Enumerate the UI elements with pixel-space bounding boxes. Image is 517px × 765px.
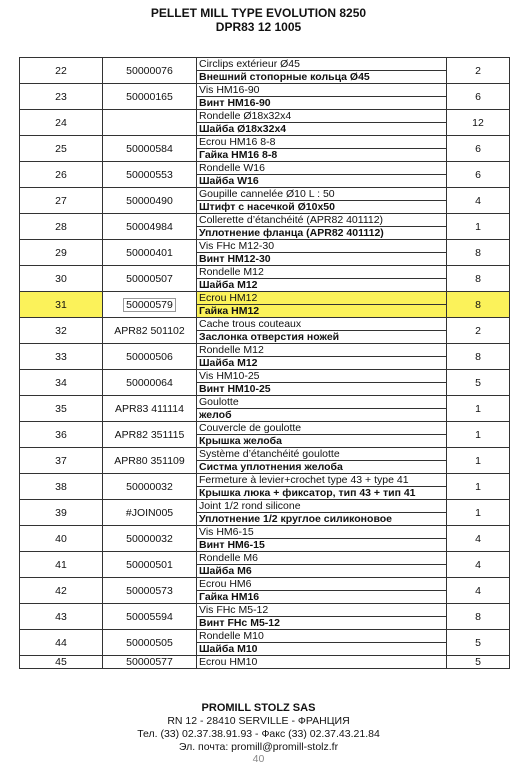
part-code <box>103 84 197 110</box>
item-number: 43 <box>20 604 103 630</box>
table-row <box>20 84 510 97</box>
part-code <box>103 344 197 370</box>
part-code-text: 50000490 <box>126 194 173 207</box>
item-number: 41 <box>20 552 103 578</box>
description-fr: Vis FHc M12-30 <box>197 240 447 253</box>
table-row <box>20 188 510 201</box>
table-row <box>20 422 510 435</box>
quantity: 12 <box>447 110 510 136</box>
table-row <box>20 344 510 357</box>
description-fr: Rondelle M6 <box>197 552 447 565</box>
part-code <box>103 266 197 292</box>
table-row <box>20 214 510 227</box>
description-fr: Cache trous couteaux <box>197 318 447 331</box>
item-number: 30 <box>20 266 103 292</box>
part-code <box>103 162 197 188</box>
part-code-text: #JOIN005 <box>125 506 174 519</box>
description-ru: Уплотнение фланца (APR82 401112) <box>197 227 447 240</box>
parts-table <box>19 57 510 669</box>
quantity: 5 <box>447 370 510 396</box>
quantity: 2 <box>447 318 510 344</box>
description-ru: Крышка желоба <box>197 435 447 448</box>
footer-address: RN 12 - 28410 SERVILLE - ФРАНЦИЯ <box>167 715 350 727</box>
page-number: 40 <box>252 753 265 765</box>
part-code-text: APR83 411114 <box>115 402 184 415</box>
part-code <box>103 240 197 266</box>
quantity: 1 <box>447 474 510 500</box>
part-code <box>103 188 197 214</box>
document-subtitle: DPR83 12 1005 <box>215 20 302 34</box>
part-code <box>103 370 197 396</box>
part-code <box>103 214 197 240</box>
description-ru: Винт HM16-90 <box>197 97 447 110</box>
description-fr: Vis HM6-15 <box>197 526 447 539</box>
description-ru: Заслонка отверстия ножей <box>197 331 447 344</box>
part-code-text: 50004984 <box>126 220 173 233</box>
quantity: 8 <box>447 604 510 630</box>
item-number: 24 <box>20 110 103 136</box>
part-code <box>103 500 197 526</box>
item-number: 45 <box>20 656 103 669</box>
item-number: 32 <box>20 318 103 344</box>
part-code-text: 50000501 <box>126 558 173 571</box>
part-code-text: 50000401 <box>126 246 173 259</box>
part-code-text: 50000577 <box>126 656 173 668</box>
quantity: 4 <box>447 188 510 214</box>
quantity: 8 <box>447 240 510 266</box>
table-row <box>20 266 510 279</box>
quantity: 5 <box>447 630 510 656</box>
item-number: 25 <box>20 136 103 162</box>
item-number: 29 <box>20 240 103 266</box>
description-fr: Circlips extérieur Ø45 <box>197 58 447 71</box>
part-code <box>103 604 197 630</box>
description-ru: Гайка HM16 8-8 <box>197 149 447 162</box>
part-code <box>103 396 197 422</box>
part-code <box>103 292 197 318</box>
footer-phone: Тел. (33) 02.37.38.91.93 - Факс (33) 02.37.43.21.84 <box>137 728 380 740</box>
description-ru: Шайба M12 <box>197 357 447 370</box>
description-fr: Ecrou HM12 <box>197 292 447 305</box>
item-number: 39 <box>20 500 103 526</box>
item-number: 38 <box>20 474 103 500</box>
description-fr: Rondelle M10 <box>197 630 447 643</box>
description-ru: Гайка HM12 <box>197 305 447 318</box>
table-row <box>20 370 510 383</box>
description-ru: Шайба M12 <box>197 279 447 292</box>
description-ru: Шайба M6 <box>197 565 447 578</box>
item-number: 33 <box>20 344 103 370</box>
description-ru: Винт HM10-25 <box>197 383 447 396</box>
part-code-text: 50000507 <box>126 272 173 285</box>
part-code-text: 50000032 <box>126 480 173 493</box>
item-number: 26 <box>20 162 103 188</box>
description-fr: Goulotte <box>197 396 447 409</box>
quantity: 1 <box>447 214 510 240</box>
description-fr: Rondelle M12 <box>197 266 447 279</box>
parts-table-body <box>20 58 510 669</box>
description-fr: Couvercle de goulotte <box>197 422 447 435</box>
description-ru: Винт HM12-30 <box>197 253 447 266</box>
table-row <box>20 240 510 253</box>
quantity: 1 <box>447 448 510 474</box>
quantity: 2 <box>447 58 510 84</box>
part-code <box>103 578 197 604</box>
table-row <box>20 110 510 123</box>
quantity: 8 <box>447 292 510 318</box>
description-fr: Rondelle M12 <box>197 344 447 357</box>
part-code-text: 50005594 <box>126 610 173 623</box>
part-code <box>103 318 197 344</box>
quantity: 8 <box>447 344 510 370</box>
part-code <box>103 448 197 474</box>
description-ru: Шайба Ø18x32x4 <box>197 123 447 136</box>
description-ru: Систма уплотнения желоба <box>197 461 447 474</box>
table-row <box>20 448 510 461</box>
part-code-text: 50000032 <box>126 532 173 545</box>
description-fr: Vis FHc M5-12 <box>197 604 447 617</box>
part-code-text: APR80 351109 <box>114 454 185 467</box>
part-code-text: 50000573 <box>126 584 173 597</box>
part-code <box>103 526 197 552</box>
part-code-text: 50000165 <box>126 90 173 103</box>
part-code <box>103 552 197 578</box>
description-ru: Винт FHc M5-12 <box>197 617 447 630</box>
table-row <box>20 162 510 175</box>
quantity: 6 <box>447 162 510 188</box>
document-title: PELLET MILL TYPE EVOLUTION 8250 <box>150 6 367 20</box>
part-code-text: 50000584 <box>126 142 173 155</box>
description-fr: Ecrou HM16 8-8 <box>197 136 447 149</box>
description-fr: Fermeture à levier+crochet type 43 + type 41 <box>197 474 447 487</box>
description-ru: желоб <box>197 409 447 422</box>
item-number: 35 <box>20 396 103 422</box>
quantity: 4 <box>447 526 510 552</box>
table-row <box>20 136 510 149</box>
item-number: 37 <box>20 448 103 474</box>
item-number: 31 <box>20 292 103 318</box>
part-code-text: APR82 351115 <box>114 428 185 441</box>
description-fr: Ecrou HM10 <box>197 656 447 669</box>
description-ru: Штифт с насечкой Ø10x50 <box>197 201 447 214</box>
quantity: 1 <box>447 422 510 448</box>
description-fr: Rondelle W16 <box>197 162 447 175</box>
description-ru: Гайка HM16 <box>197 591 447 604</box>
table-row <box>20 630 510 643</box>
table-row <box>20 58 510 71</box>
quantity: 6 <box>447 136 510 162</box>
part-code <box>103 474 197 500</box>
table-row <box>20 474 510 487</box>
item-number: 36 <box>20 422 103 448</box>
part-code-text: APR82 501102 <box>114 324 185 337</box>
description-fr: Vis HM10-25 <box>197 370 447 383</box>
item-number: 27 <box>20 188 103 214</box>
part-code <box>103 110 197 136</box>
part-code-text: 50000579 <box>123 298 176 312</box>
item-number: 42 <box>20 578 103 604</box>
description-ru: Уплотнение 1/2 круглое силиконовое <box>197 513 447 526</box>
table-row <box>20 396 510 409</box>
table-row <box>20 656 510 669</box>
table-row <box>20 604 510 617</box>
quantity: 6 <box>447 84 510 110</box>
table-row <box>20 292 510 305</box>
description-fr: Goupille cannelée Ø10 L : 50 <box>197 188 447 201</box>
item-number: 28 <box>20 214 103 240</box>
description-fr: Vis HM16-90 <box>197 84 447 97</box>
description-ru: Шайба M10 <box>197 643 447 656</box>
part-code <box>103 136 197 162</box>
description-ru: Шайба W16 <box>197 175 447 188</box>
table-row <box>20 500 510 513</box>
item-number: 34 <box>20 370 103 396</box>
part-code-text: 50000553 <box>126 168 173 181</box>
item-number: 22 <box>20 58 103 84</box>
description-ru: Внешний стопорные кольца Ø45 <box>197 71 447 84</box>
part-code-text: 50000076 <box>126 64 173 77</box>
footer-email: Эл. почта: promill@promill-stolz.fr <box>178 741 339 753</box>
quantity: 5 <box>447 656 510 669</box>
description-fr: Ecrou HM6 <box>197 578 447 591</box>
table-row <box>20 578 510 591</box>
part-code <box>103 422 197 448</box>
part-code-text: 50000064 <box>126 376 173 389</box>
quantity: 4 <box>447 552 510 578</box>
part-code <box>103 630 197 656</box>
description-fr: Rondelle Ø18x32x4 <box>197 110 447 123</box>
description-fr: Joint 1/2 rond silicone <box>197 500 447 513</box>
part-code <box>103 656 197 669</box>
item-number: 44 <box>20 630 103 656</box>
quantity: 1 <box>447 396 510 422</box>
table-row <box>20 318 510 331</box>
description-fr: Système d’étanchéité goulotte <box>197 448 447 461</box>
quantity: 4 <box>447 578 510 604</box>
description-fr: Collerette d’étanchéité (APR82 401112) <box>197 214 447 227</box>
part-code <box>103 58 197 84</box>
item-number: 23 <box>20 84 103 110</box>
description-ru: Винт HM6-15 <box>197 539 447 552</box>
part-code-text: 50000506 <box>126 350 173 363</box>
quantity: 8 <box>447 266 510 292</box>
description-ru: Крышка люка + фиксатор, тип 43 + тип 41 <box>197 487 447 500</box>
table-row <box>20 526 510 539</box>
footer-company: PROMILL STOLZ SAS <box>201 702 316 714</box>
table-row <box>20 552 510 565</box>
quantity: 1 <box>447 500 510 526</box>
item-number: 40 <box>20 526 103 552</box>
part-code-text: 50000505 <box>126 636 173 649</box>
